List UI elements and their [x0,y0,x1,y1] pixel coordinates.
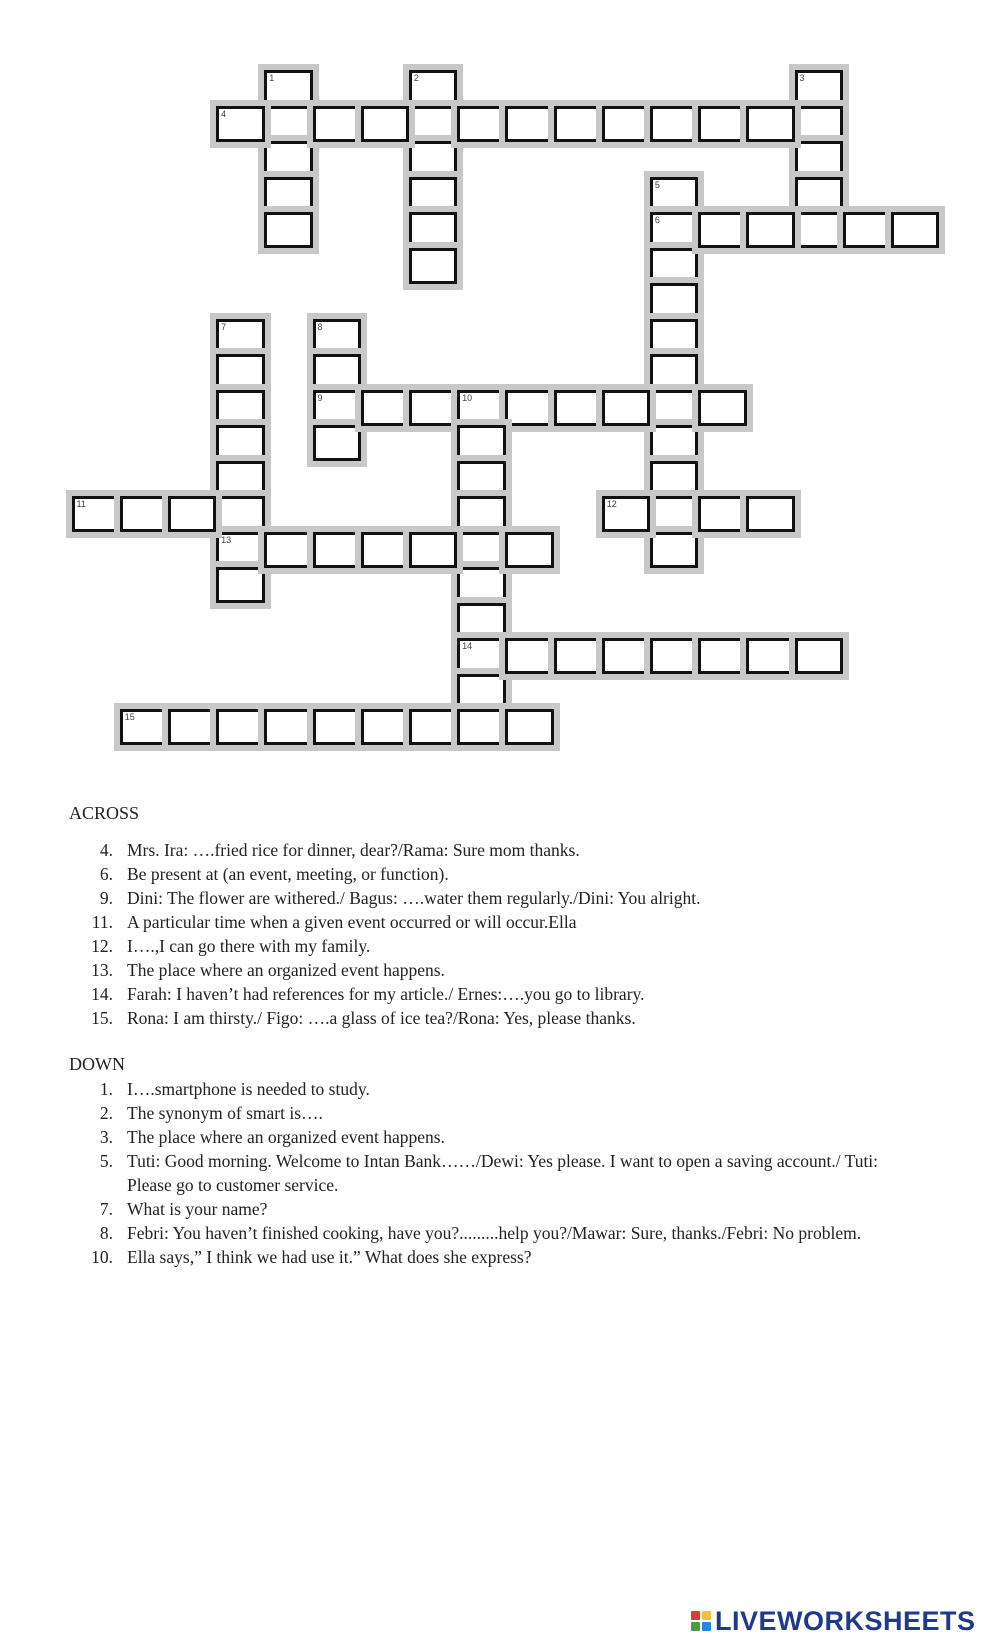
crossword-cell[interactable] [505,532,554,568]
crossword-cell[interactable] [554,106,603,142]
crossword-cell[interactable] [650,248,699,284]
crossword-cell[interactable] [264,532,313,568]
crossword-cell[interactable] [891,212,940,248]
crossword-cell[interactable] [457,603,506,639]
crossword-cell[interactable] [505,106,554,142]
clue-number-label: 2. [99,1103,113,1123]
crossword-cell[interactable] [698,212,747,248]
crossword-cell[interactable] [650,283,699,319]
clue-number: 10 [462,392,473,403]
crossword-cell[interactable] [409,106,458,142]
crossword-cell[interactable] [457,461,506,497]
crossword-cell[interactable] [457,390,506,426]
clue-text: Rona: I am thirsty./ Figo: ….a glass of ice tea?/Rona: Yes, please thanks. [127,1008,636,1028]
crossword-cell[interactable] [168,496,217,532]
clue-text: Be present at (an event, meeting, or function). [127,864,449,884]
crossword-cell[interactable] [409,532,458,568]
crossword-cell[interactable] [361,709,410,745]
across-heading: ACROSS [69,803,140,823]
clue-number: 4 [221,108,227,119]
clue-text: The place where an organized event happens. [127,960,445,980]
crossword-cell[interactable] [409,141,458,177]
crossword-cell[interactable] [457,709,506,745]
crossword-cell[interactable] [264,70,313,106]
crossword-cell[interactable] [216,709,265,745]
crossword-cell[interactable] [746,638,795,674]
clue-number-label: 6. [99,864,113,884]
crossword-cell[interactable] [650,496,699,532]
crossword-cell[interactable] [216,390,265,426]
crossword-cell[interactable] [457,674,506,710]
crossword-cell[interactable] [602,106,651,142]
crossword-cell[interactable] [313,390,362,426]
crossword-cell[interactable] [168,709,217,745]
crossword-cell[interactable] [313,532,362,568]
crossword-cell[interactable] [505,709,554,745]
across-clue [69,886,899,910]
clue-number: 6 [654,215,660,225]
across-clue [69,838,899,862]
crossword-cell[interactable] [264,212,313,248]
clue-number-label: 7. [99,1199,113,1219]
clue-number: 1 [269,73,275,83]
down-heading: DOWN [69,1054,125,1074]
clue-number-label: 13. [91,960,113,980]
clue-text: Tuti: Good morning. Welcome to Intan Bank……/Dewi: Yes please. I want to open a saving account./ Tuti: Please go to customer service. [127,1151,879,1195]
crossword-cell[interactable] [264,106,313,142]
across-clue [69,1006,899,1030]
crossword-cell[interactable] [795,638,844,674]
crossword-cell[interactable] [650,106,699,142]
across-clue [69,982,899,1006]
crossword-cell[interactable] [650,532,699,568]
clue-number: 9 [317,392,323,403]
crossword-cell[interactable] [698,496,747,532]
crossword-cell[interactable] [650,319,699,355]
crossword-cell[interactable] [409,390,458,426]
clue-number-label: 11. [91,912,113,932]
clue-number: 15 [124,712,135,722]
clue-number-label: 12. [91,936,113,956]
clue-text: I….,I can go there with my family. [127,936,371,956]
clue-text: I….smartphone is needed to study. [127,1079,370,1099]
crossword-cell[interactable] [120,496,169,532]
clue-number: 12 [606,499,617,509]
crossword-cell[interactable] [216,319,265,355]
crossword-cell[interactable] [216,496,265,532]
crossword-cell[interactable] [409,709,458,745]
crossword-cell[interactable] [264,177,313,213]
clue-text: What is your name? [127,1199,268,1219]
crossword-cell[interactable] [795,177,844,213]
crossword-cell[interactable] [457,496,506,532]
clue-number-label: 15. [91,1008,113,1028]
down-clue [69,1101,899,1125]
across-clue-list [69,838,899,1030]
clue-text: Farah: I haven’t had references for my article./ Ernes:….you go to library. [127,984,645,1004]
clue-text: A particular time when a given event occurred or will occur.Ella [127,912,577,932]
crossword-cell[interactable] [216,461,265,497]
crossword-cell[interactable] [313,425,362,461]
crossword-cell[interactable] [698,638,747,674]
crossword-cell[interactable] [650,354,699,390]
crossword-cell[interactable] [746,212,795,248]
clue-number-label: 1. [99,1079,113,1099]
crossword-cell[interactable] [361,532,410,568]
clue-number: 8 [317,321,323,332]
crossword-cell[interactable] [746,496,795,532]
crossword-cell[interactable] [698,106,747,142]
crossword-cell[interactable] [795,141,844,177]
crossword-cell[interactable] [361,390,410,426]
clue-number: 2 [413,73,419,83]
crossword-cell[interactable] [650,461,699,497]
crossword-cell[interactable] [650,177,699,213]
crossword-cell[interactable] [650,390,699,426]
crossword-cell[interactable] [650,638,699,674]
crossword-cell[interactable] [313,319,362,355]
clue-number: 14 [462,641,473,651]
crossword-cell[interactable] [602,390,651,426]
clue-text: The place where an organized event happens. [127,1127,445,1147]
down-clue [69,1077,899,1101]
down-clue [69,1125,899,1149]
clue-number-label: 10. [91,1247,113,1267]
crossword-grid [0,0,1000,780]
down-clue [69,1221,899,1245]
crossword-cell[interactable] [457,567,506,603]
crossword-cell[interactable] [457,532,506,568]
crossword-cell[interactable] [216,532,265,568]
down-clue [69,1197,899,1221]
crossword-cell[interactable] [313,709,362,745]
crossword-cell[interactable] [554,390,603,426]
across-clue [69,958,899,982]
clue-number-label: 8. [99,1223,113,1243]
crossword-cell[interactable] [650,212,699,248]
crossword-cell[interactable] [409,212,458,248]
crossword-cell[interactable] [216,425,265,461]
clue-number: 13 [221,534,232,545]
crossword-cell[interactable] [120,709,169,745]
down-clue-list [69,1077,899,1269]
crossword-cell[interactable] [795,212,844,248]
clue-text: The synonym of smart is…. [127,1103,323,1123]
crossword-cell[interactable] [505,638,554,674]
footer-branding [691,1606,976,1636]
clue-text: Dini: The flower are withered./ Bagus: ….water them regularly./Dini: You alright. [127,888,701,908]
crossword-cell[interactable] [264,709,313,745]
clue-number: 3 [799,73,805,83]
clue-number-label: 14. [91,984,113,1004]
crossword-cell[interactable] [457,106,506,142]
clue-number: 5 [654,179,660,190]
crossword-cell[interactable] [746,106,795,142]
crossword-cell[interactable] [650,425,699,461]
clue-number-label: 4. [99,840,113,860]
crossword-cell[interactable] [843,212,892,248]
clue-text: Ella says,” I think we had use it.” What does she express? [127,1247,532,1267]
crossword-cell[interactable] [409,70,458,106]
crossword-cell[interactable] [457,638,506,674]
clue-number: 11 [76,499,86,509]
crossword-cell[interactable] [409,177,458,213]
crossword-cell[interactable] [216,106,265,142]
across-clue [69,910,899,934]
crossword-cell[interactable] [361,106,410,142]
clue-text: Mrs. Ira: ….fried rice for dinner, dear?/Rama: Sure mom thanks. [127,840,580,860]
crossword-cell[interactable] [602,496,651,532]
crossword-cell[interactable] [795,106,844,142]
brand-name: LIVEWORKSHEETS [715,1605,976,1636]
crossword-cell[interactable] [264,141,313,177]
down-clue [69,1245,899,1269]
down-clue [69,1149,899,1197]
crossword-cell[interactable] [313,354,362,390]
crossword-cell[interactable] [602,638,651,674]
clue-number-label: 3. [99,1127,113,1147]
liveworksheets-logo-icon [691,1611,711,1631]
across-clue [69,862,899,886]
crossword-cell[interactable] [698,390,747,426]
crossword-cell[interactable] [795,70,844,106]
crossword-cell[interactable] [505,390,554,426]
across-clue [69,934,899,958]
crossword-cell[interactable] [457,425,506,461]
clue-text: Febri: You haven’t finished cooking, have you?.........help you?/Mawar: Sure, thanks./Febri: No problem. [127,1223,862,1243]
crossword-cell[interactable] [216,354,265,390]
clue-number-label: 9. [99,888,113,908]
crossword-cell[interactable] [409,248,458,284]
clue-number: 7 [221,321,227,332]
crossword-cell[interactable] [313,106,362,142]
crossword-cell[interactable] [72,496,121,532]
crossword-cell[interactable] [554,638,603,674]
crossword-cell[interactable] [216,567,265,603]
clue-number-label: 5. [99,1151,113,1171]
